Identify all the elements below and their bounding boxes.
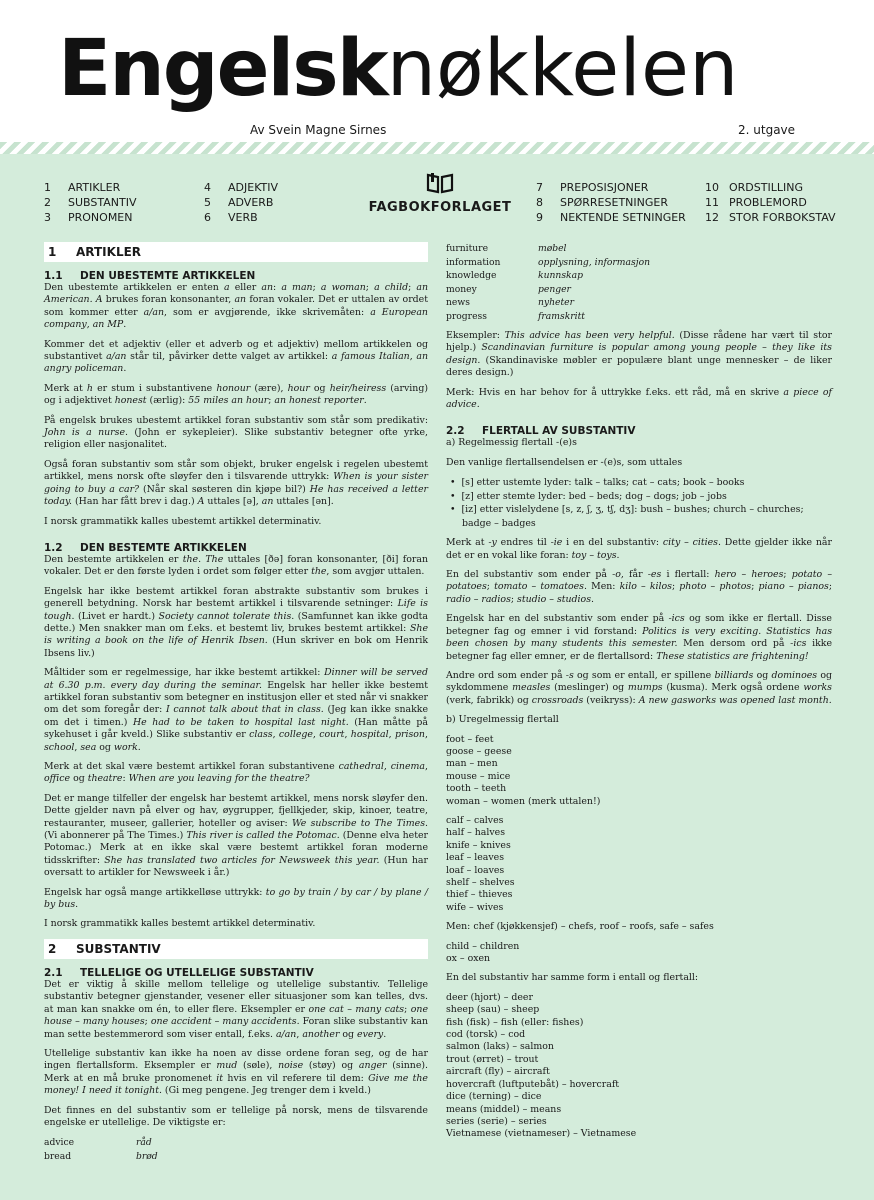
toc-item[interactable]: 5 ADVERB xyxy=(204,196,274,209)
toc-item[interactable]: 6 VERB xyxy=(204,211,258,224)
paragraph: Den bestemte artikkelen er the. The uttales [ðə] foran konsonanter, [ði] foran vokaler. Det er den første lyden i ordet som følger etter the, som avgjør uttalen. xyxy=(44,553,428,578)
list-item: • [iz] etter vislelydene [s, z, ʃ, ʒ, tʃ, dʒ]: bush – bushes; church – churches; badge – badges xyxy=(450,504,804,529)
paragraph: I norsk grammatikk kalles ubestemt artikkel determinativ. xyxy=(44,515,322,527)
label-regular-plural: a) Regelmessig flertall -(e)s xyxy=(446,437,577,449)
section-heading: 2 SUBSTANTIV xyxy=(44,939,428,959)
paragraph: En del substantiv som ender på -o, får -es i flertall: hero – heroes; potato – potatoes; tomato – tomatoes. Men: kilo – kilos; photo – photos; piano – pianos; radio – radios; studio – studios. xyxy=(446,569,833,605)
paragraph: Det er viktig å skille mellom tellelige og utellelige substantiv. Tellelige substantiv betegner gjenstander, vesener eller situasjoner som kan telles, dvs. at man kan snakke om én, to eller flere. Eksempler er one cat – many cats; one house – many houses; one accident – many accidents. Foran slike substantiv kan man sette bestemmerord som viser entall, f.eks. a/an, another og every. xyxy=(44,978,429,1040)
paragraph: Også foran substantiv som står som objekt, bruker engelsk i regelen ubestemt artikkel, mens norsk ofte sløyfer den i tilsvarende uttrykk: When is your sister going to buy a car? (Når skal søsteren din kjøpe bil?) He has received a letter today. (Han har fått brev i dag.) A uttales [ə], an uttales [ən]. xyxy=(44,458,429,508)
paragraph: Det finnes en del substantiv som er tellelige på norsk, mens de tilsvarende engelske er utellelige. De viktigste er: xyxy=(44,1104,428,1128)
paragraph: Merk at -y endres til -ie i en del substantiv: city – cities. Dette gjelder ikke når det er en vokal like foran: toy – toys. xyxy=(446,537,832,561)
section-heading: 1 ARTIKLER xyxy=(44,242,428,262)
toc-item[interactable]: 3 PRONOMEN xyxy=(44,211,133,224)
author: Av Svein Magne Sirnes xyxy=(250,123,387,137)
toc-item[interactable]: 12 STOR FORBOKSTAV xyxy=(705,211,836,224)
book-title xyxy=(58,24,739,114)
label-irregular-plural: b) Uregelmessig flertall xyxy=(446,714,559,726)
toc-item[interactable]: 4 ADJEKTIV xyxy=(204,181,279,194)
right-column xyxy=(446,242,832,1148)
paragraph: Merk at h er stum i substantivene honour (ære), hour og heir/heiress (arving) og i adjektivet honest (ærlig): 55 miles an hour; an honest reporter. xyxy=(44,382,428,407)
paragraph: I norsk grammatikk kalles bestemt artikkel determinativ. xyxy=(44,918,316,930)
toc-column-3 xyxy=(536,180,686,225)
toc-item[interactable]: 7 PREPOSISJONER xyxy=(536,181,649,194)
irregular-f-list: calf – calves half – halves knife – knives leaf – leaves loaf – loaves shelf – shelves thief – thieves wife – wives xyxy=(446,814,515,913)
subsection-heading: 1.1 DEN UBESTEMTE ARTIKKELEN xyxy=(44,270,256,282)
paragraph: Den ubestemte artikkelen er enten a eller an: a man; a woman; a child; an American. A brukes foran konsonanter, an foran vokaler. Det er uttalen av ordet som kommer etter a/an, som er avgjørende, ikke skrivemåten: a European company, an MP. xyxy=(44,282,429,331)
toc-item[interactable]: 11 PROBLEMORD xyxy=(705,196,807,209)
subsection-heading: 2.2 FLERTALL AV SUBSTANTIV xyxy=(446,425,636,438)
toc-item[interactable]: 2 SUBSTANTIV xyxy=(44,196,137,209)
toc-item[interactable]: 1 ARTIKLER xyxy=(44,181,121,194)
bullet-list xyxy=(446,476,832,530)
title-light: nøkkelen xyxy=(386,24,739,114)
toc-column-2 xyxy=(204,180,278,225)
paragraph: Merk at det skal være bestemt artikkel foran substantivene cathedral, cinema, office og theatre: When are you leaving for the theatre? xyxy=(44,761,428,785)
irregular-list: foot – feet goose – geese man – men mouse – mice tooth – teeth woman – women (merk uttalen!) xyxy=(446,733,601,807)
title-bold: Engelsk xyxy=(58,24,387,114)
paragraph: Eksempler: This advice has been very helpful. (Disse rådene har vært til stor hjelp.) Scandinavian furniture is popular among young people – they like its design. (Skandinaviske møbler er populære blant unge mennesker – de liker deres design.) xyxy=(446,330,832,379)
toc-item[interactable]: 8 SPØRRESETNINGER xyxy=(536,196,668,209)
edition: 2. utgave xyxy=(738,123,796,137)
paragraph: Engelsk har en del substantiv som ender på -ics og som ikke er flertall. Disse betegner fag og emner i vid forstand: Politics is very exciting. Statistics has been chosen by many students this semester. Men dersom ord på -ics ikke betegner fag eller emner, er de flertallsord: These statistics are frightening! xyxy=(446,613,833,662)
en-plural-list: child – children ox – oxen xyxy=(446,940,520,965)
toc-column-1 xyxy=(44,180,136,225)
publisher-name: FAGBOKFORLAGET xyxy=(368,200,512,215)
vocab-list: advice råd bread brød xyxy=(44,1137,158,1162)
paragraph: Det er mange tilfeller der engelsk har bestemt artikkel, mens norsk sløyfer den. Dette gjelder navn på elver og hav, øygrupper, fjellkjeder, skip, kinoer, teatre, restauranter, museer, gallerier, hoteller og aviser: We subscribe to The Times. (Vi abonnerer på The Times.) This river is called the Potomac. (Denne elva heter Potomac.) Merk at en ikke skal være bestemt artikkel foran moderne tidsskrifter: She has translated two articles for Newsweek this year. (Hun har oversatt to artikler for Newsweek i år.) xyxy=(44,792,428,879)
paragraph: Den vanlige flertallsendelsen er -(e)s, som uttales xyxy=(446,456,683,468)
paragraph: Kommer det et adjektiv (eller et adverb og et adjektiv) mellom artikkelen og substantivet a/an står til, påvirker dette valget av artikkel: a famous Italian, an angry policeman. xyxy=(44,338,428,375)
subsection-heading: 1.2 DEN BESTEMTE ARTIKKELEN xyxy=(44,541,247,554)
paragraph: På engelsk brukes ubestemt artikkel foran substantiv som står som predikativ: John is a nurse. (John er sykepleier). Slike substantiv betegner ofte yrke, religion eller nasjonalitet. xyxy=(44,414,429,451)
striped-divider xyxy=(0,142,874,154)
vocab-list: furniture møbel information opplysning, informasjon knowledge kunnskap money penger news nyheter progress framskritt xyxy=(446,243,651,322)
paragraph: Andre ord som ender på -s og som er entall, er spillene billiards og dominoes og sykdommene measles (meslinger) og mumps (kusma). Merk også ordene works (verk, fabrikk) og crossroads (veikryss): A new gasworks was opened last month. xyxy=(446,669,832,706)
paragraph: Engelsk har ikke bestemt artikkel foran abstrakte substantiv som brukes i generell betydning. Norsk har bestemt artikkel i tilsvarende setninger: Life is tough. (Livet er hardt.) Society cannot tolerate this. (Samfunnet kan ikke godta dette.) Men snakker man om f.eks. et bestemt liv, brukes bestemt artikkel: She is writing a book on the life of Henrik Ibsen. (Hun skriver en bok om Henrik Ibsens liv.) xyxy=(44,585,428,659)
paragraph: En del substantiv har samme form i entall og flertall: xyxy=(446,972,699,984)
paragraph: Engelsk har også mange artikkelløse uttrykk: to go by train / by car / by plane / by bus. xyxy=(44,886,428,911)
left-column xyxy=(44,242,428,1170)
toc-item[interactable]: 9 NEKTENDE SETNINGER xyxy=(536,211,686,224)
toc-column-4 xyxy=(705,180,836,225)
publisher-logo xyxy=(360,172,520,215)
toc-item[interactable]: 10 ORDSTILLING xyxy=(705,181,803,194)
paragraph: Utellelige substantiv kan ikke ha noen av disse ordene foran seg, og de har ingen flertallsform. Eksempler er mud (søle), noise (støy) og anger (sinne). Merk at en må bruke pronomenet it hvis en vil referere til dem: Give me the money! I need it tonight. (Gi meg pengene. Jeg trenger dem i kveld.) xyxy=(44,1047,429,1097)
paragraph: Måltider som er regelmessige, har ikke bestemt artikkel: Dinner will be served at 6.30 p.m. every day during the seminar. Engelsk har heller ikke bestemt artikkel foran substantiv som betegner en institusjon eller et sted når vi snakker om det som foregår der: I cannot talk about that in class. (Jeg kan ikke snakke om det i timen.) He had to be taken to hospital last night. (Han måtte på sykehuset i går kveld.) Slike substantiv er class, college, court, hospital, prison, school, sea og work. xyxy=(44,667,428,753)
subsection-heading: 2.1 TELLELIGE OG UTELLELIGE SUBSTANTIV xyxy=(44,966,314,979)
list-item: • [s] etter ustemte lyder: talk – talks; cat – cats; book – books xyxy=(450,477,745,489)
list-item: • [z] etter stemte lyder: bed – beds; dog – dogs; job – jobs xyxy=(450,490,727,502)
open-book-icon xyxy=(425,172,455,194)
exception-line: Men: chef (kjøkkensjef) – chefs, roof – roofs, safe – safes xyxy=(446,921,714,933)
same-form-list: deer (hjort) – deer sheep (sau) – sheep fish (fisk) – fish (eller: fishes) cod (torsk) – cod salmon (laks) – salmon trout (ørret) – trout aircraft (fly) – aircraft hovercraft (luftputebåt) – hovercraft dice (terning) – dice means (middel) – means series (serie) – series Vietnamese (vietnameser) – Vietnamese xyxy=(446,991,637,1140)
paragraph: Merk: Hvis en har behov for å uttrykke f.eks. ett råd, må en skrive a piece of advice. xyxy=(446,386,833,411)
